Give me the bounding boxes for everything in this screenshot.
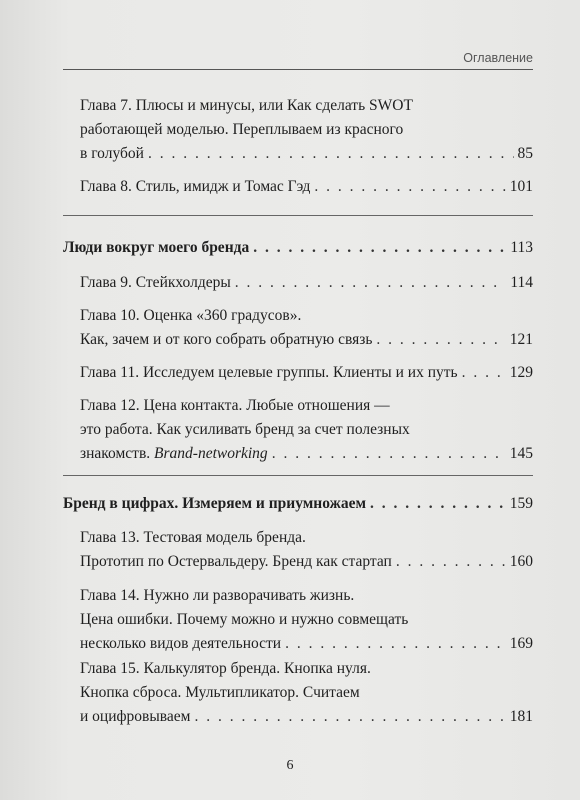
leader-dots: [272, 442, 506, 466]
toc-line-last: [80, 632, 533, 656]
toc-entry-chapter-8[interactable]: [80, 175, 533, 199]
toc-entry-chapter-11[interactable]: [80, 361, 533, 385]
toc-text-main: знакомств.: [80, 445, 151, 462]
leader-dots: [376, 328, 505, 352]
toc-entry-chapter-10[interactable]: [80, 304, 533, 352]
toc-line: Глава 14. Нужно ли разворачивать жизнь.: [80, 587, 355, 604]
toc-entry-chapter-14[interactable]: [80, 584, 533, 656]
leader-dots: [314, 175, 505, 199]
leader-dots: [253, 236, 506, 260]
toc-line-last: [63, 236, 533, 260]
toc-line: Глава 10. Оценка «360 градусов».: [80, 307, 302, 324]
toc-line-last: [80, 142, 533, 166]
toc-entry-chapter-9[interactable]: [80, 271, 533, 295]
page-number: 169: [509, 635, 533, 652]
toc-entry-chapter-15[interactable]: [80, 657, 533, 729]
page-number: 101: [509, 178, 533, 195]
toc-line-last: [80, 705, 533, 729]
toc-text-italic: Brand-networking: [154, 445, 268, 462]
toc-line: работающей моделью. Переплываем из красного: [80, 121, 404, 138]
page-number: 160: [509, 553, 533, 570]
toc-text: Бренд в цифрах. Измеряем и приумножаем: [63, 495, 367, 512]
toc-text: Прототип по Остервальдеру. Бренд как стартап: [80, 553, 392, 570]
leader-dots: [370, 492, 506, 516]
section-separator: [63, 215, 533, 216]
toc-text: [80, 442, 268, 466]
toc-text: Глава 9. Стейкхолдеры: [80, 274, 231, 291]
page-number: 85: [517, 145, 533, 162]
toc-part-brand-in-numbers[interactable]: [63, 492, 533, 516]
toc-text: в голубой: [80, 145, 144, 162]
leader-dots: [285, 632, 506, 656]
toc-line-last: [80, 175, 533, 199]
toc-line: Цена ошибки. Почему можно и нужно совмещать: [80, 611, 409, 628]
page-number: 121: [509, 331, 533, 348]
page-number: 129: [509, 364, 533, 381]
toc-line: Глава 12. Цена контакта. Любые отношения —: [80, 397, 390, 414]
toc-line-last: [80, 328, 533, 352]
leader-dots: [462, 361, 506, 385]
toc-line-last: [80, 550, 533, 574]
leader-dots: [396, 550, 506, 574]
leader-dots: [235, 271, 507, 295]
page-number: 113: [510, 239, 533, 256]
leader-dots: [194, 705, 505, 729]
toc-line: Глава 15. Калькулятор бренда. Кнопка нуля.: [80, 660, 371, 677]
toc-entry-chapter-7[interactable]: [80, 94, 533, 166]
toc-text: и оцифровываем: [80, 708, 191, 725]
toc-text: Как, зачем и от кого собрать обратную связь: [80, 331, 373, 348]
toc-line: Глава 7. Плюсы и минусы, или Как сделать SWOT: [80, 97, 413, 114]
toc-part-people[interactable]: [63, 236, 533, 260]
leader-dots: [148, 142, 514, 166]
toc-text: Глава 11. Исследуем целевые группы. Клиенты и их путь: [80, 364, 458, 381]
page-number: 114: [510, 274, 533, 291]
toc-line: это работа. Как усиливать бренд за счет полезных: [80, 421, 410, 438]
toc-line: Кнопка сброса. Мультипликатор. Считаем: [80, 684, 360, 701]
toc-line-last: [80, 361, 533, 385]
page-number: 145: [509, 445, 533, 462]
toc-line-last: [80, 271, 533, 295]
toc-text: Люди вокруг моего бренда: [63, 239, 250, 256]
toc-line-last: [63, 492, 533, 516]
toc-entry-chapter-13[interactable]: [80, 526, 533, 574]
toc-line-last: [80, 442, 533, 466]
page-folio: 6: [286, 758, 294, 773]
toc-line: Глава 13. Тестовая модель бренда.: [80, 529, 306, 546]
page-number: 159: [509, 495, 533, 512]
toc-text: Глава 8. Стиль, имидж и Томас Гэд: [80, 178, 311, 195]
running-head: Оглавление: [463, 51, 533, 65]
section-separator: [63, 475, 533, 476]
toc-text: несколько видов деятельности: [80, 635, 282, 652]
page-number: 181: [509, 708, 533, 725]
toc-entry-chapter-12[interactable]: [80, 394, 533, 466]
